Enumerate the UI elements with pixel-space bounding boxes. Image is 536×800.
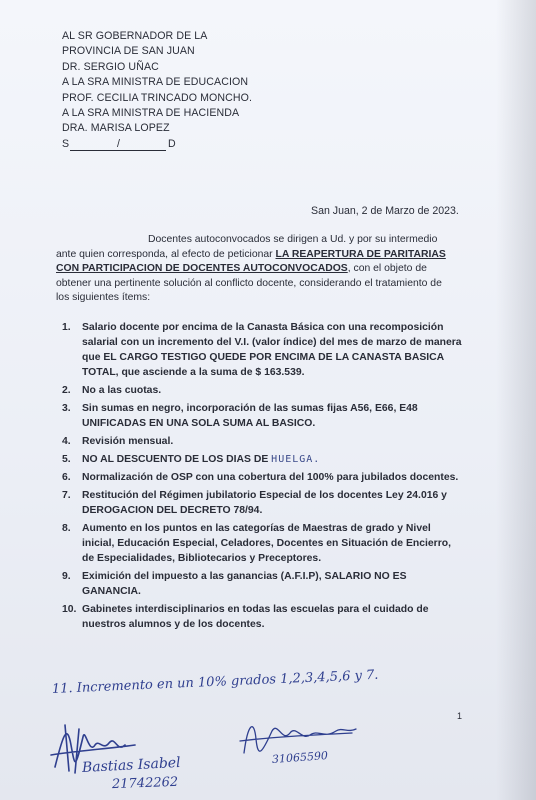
salutation-sd — [62, 137, 182, 153]
handwritten-name: Bastias Isabel — [81, 754, 181, 776]
s-label: S — [62, 137, 70, 150]
addressee-line: PROF. CECILIA TRINCADO MONCHO. — [62, 91, 252, 104]
handwritten-huelga: HUELGA. — [271, 454, 321, 465]
intro-paragraph — [56, 233, 454, 306]
addressee-line: A LA SRA MINISTRA DE EDUCACION — [62, 76, 249, 89]
intro-bold-request: LA REAPERTURA DE PARITARIAS CON PARTICIPACION DE DOCENTES AUTOCONVOCADOS — [56, 248, 446, 275]
intro-text-2: , con el objeto de obtener una pertinente solución al conflicto docente, considerando el tratamiento de los siguientes ítems: — [56, 263, 442, 304]
list-item: 9. Eximición del impuesto a las ganancias (A.F.I.P), SALARIO NO ES GANANCIA. — [62, 571, 407, 597]
d-label: D — [168, 137, 176, 150]
slash-label: / — [117, 137, 121, 150]
addressee-line: DRA. MARISA LOPEZ — [62, 122, 170, 135]
addressee-line: PROVINCIA DE SAN JUAN — [62, 45, 195, 58]
list-item: 10. Gabinetes interdisciplinarios en todas las escuelas para el cuidado de nuestros alumnos y de los docentes. — [62, 604, 429, 630]
items-list — [62, 320, 464, 635]
addressee-line: DR. SERGIO UÑAC — [62, 60, 159, 73]
addressee-block — [62, 29, 252, 153]
list-item: 5. NO AL DESCUENTO DE LOS DIAS DE HUELGA. — [62, 454, 321, 465]
addressee-line: A LA SRA MINISTRA DE HACIENDA — [62, 107, 240, 120]
page-shadow — [496, 0, 536, 800]
list-item: 4. Revisión mensual. — [62, 436, 174, 447]
list-item: 3. Sin sumas en negro, incorporación de las sumas fijas A56, E66, E48 UNIFICADAS EN UNA SOLA SUMA AL BASICO. — [62, 403, 418, 429]
handwritten-item-11: 11. Incremento en un 10% grados 1,2,3,4,5,6 y 7. — [51, 667, 379, 697]
page-number: 1 — [457, 711, 463, 721]
handwritten-dni-left: 21742262 — [111, 774, 179, 793]
intro-text-1: Docentes autoconvocados se dirigen a Ud. y por su intermedio ante quien corresponda, al efecto de peticionar — [56, 234, 438, 260]
list-item: 6. Normalización de OSP con una cobertura del 100% para jubilados docentes. — [62, 472, 459, 483]
list-item: 7. Restitución del Régimen jubilatorio Especial de los docentes Ley 24.016 y DEROGACION DEL DECRETO 78/94. — [62, 490, 447, 516]
document-date: San Juan, 2 de Marzo de 2023. — [311, 205, 459, 217]
handwritten-dni-right: 31065590 — [271, 749, 329, 766]
list-item: 2. No a las cuotas. — [62, 385, 162, 396]
sd-underline — [70, 150, 166, 151]
addressee-line: AL SR GOBERNADOR DE LA — [62, 30, 208, 42]
list-item: 1. Salario docente por encima de la Canasta Básica con una recomposición salarial con un incremento del V.I. (valor índice) del mes de marzo de manera que EL CARGO TESTIGO QUEDE POR ENCIMA DE LA CANASTA BASICA TOTAL, que asciende a la suma de $ 163.539. — [62, 322, 462, 378]
list-item: 8. Aumento en los puntos en las categorías de Maestras de grado y Nivel inicial, Educación Especial, Celadores, Docentes en Situación de Encierro, de Especialidades, Bibliotecarios y Preceptores. — [62, 523, 451, 564]
